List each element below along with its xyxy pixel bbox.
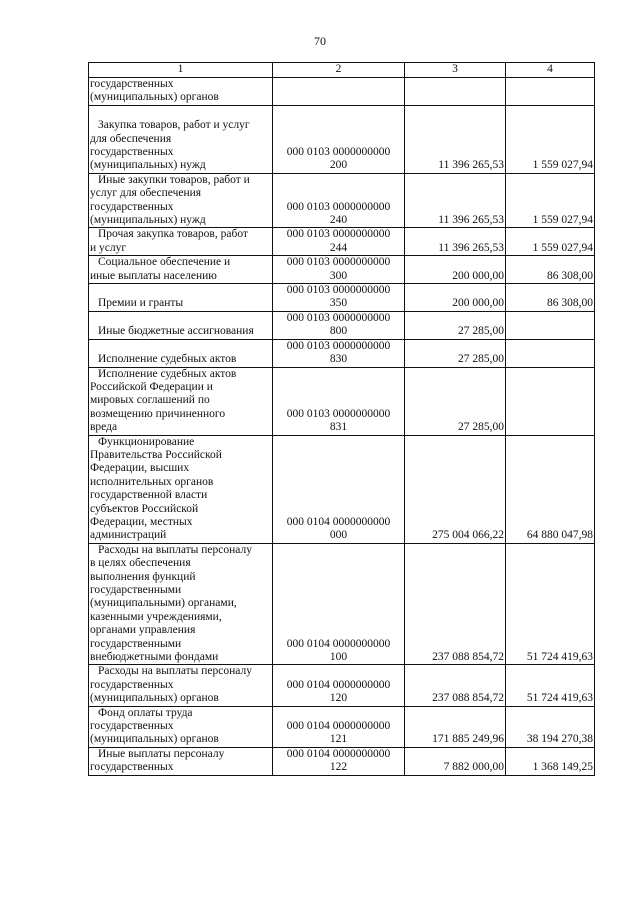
row-code-cell bbox=[273, 435, 405, 543]
row-amount-col4: 1 368 149,25 bbox=[506, 747, 595, 775]
row-code-line: 800 bbox=[329, 325, 348, 338]
column-header-3: 3 bbox=[405, 63, 506, 78]
row-name-line: государственными bbox=[90, 584, 182, 597]
row-name-line: Фонд оплаты труда bbox=[98, 706, 193, 719]
table-header-row bbox=[89, 63, 595, 78]
row-code-line: 100 bbox=[329, 651, 348, 664]
table-row bbox=[89, 284, 595, 312]
row-amount-col3: 27 285,00 bbox=[405, 339, 506, 367]
row-code-line: 000 0104 0000000000 bbox=[286, 515, 391, 528]
row-name-line: государственных bbox=[90, 78, 174, 90]
row-name-line: выполнения функций bbox=[90, 570, 196, 583]
row-amount-col3 bbox=[405, 78, 506, 106]
row-name-cell bbox=[89, 665, 273, 706]
row-code-cell bbox=[273, 747, 405, 775]
row-amount-col4: 86 308,00 bbox=[506, 284, 595, 312]
row-amount-col4 bbox=[506, 311, 595, 339]
row-code-line: 244 bbox=[329, 241, 348, 254]
budget-table bbox=[88, 62, 595, 776]
row-name-line: органами управления bbox=[90, 624, 196, 637]
row-code-line: 831 bbox=[329, 421, 348, 434]
row-name-cell bbox=[89, 228, 273, 256]
table-row bbox=[89, 706, 595, 747]
row-code-line: 000 0103 0000000000 bbox=[286, 339, 391, 352]
table-row bbox=[89, 747, 595, 775]
row-name-line: (муниципальных) органов bbox=[90, 733, 219, 746]
row-name-line: государственных bbox=[90, 678, 174, 691]
row-code-line: 000 0103 0000000000 bbox=[286, 146, 391, 159]
row-code-line: 000 bbox=[329, 529, 348, 542]
row-name-line: услуг для обеспечения bbox=[90, 187, 202, 200]
row-name-cell bbox=[89, 78, 273, 106]
row-name-line: Премии и гранты bbox=[98, 297, 184, 310]
row-name-line: Иные закупки товаров, работ и bbox=[98, 173, 250, 186]
row-code-cell bbox=[273, 228, 405, 256]
row-amount-col3: 200 000,00 bbox=[405, 284, 506, 312]
row-name-cell bbox=[89, 256, 273, 284]
row-name-line: (муниципальных) органов bbox=[90, 91, 219, 104]
row-amount-col3: 11 396 265,53 bbox=[405, 173, 506, 228]
row-code-line: 122 bbox=[329, 761, 348, 774]
row-code-line: 000 0103 0000000000 bbox=[286, 284, 391, 297]
row-code-cell bbox=[273, 706, 405, 747]
row-name-line: вреда bbox=[90, 421, 118, 434]
row-code-line: 000 0104 0000000000 bbox=[286, 720, 391, 733]
row-name-cell bbox=[89, 706, 273, 747]
row-amount-col3: 11 396 265,53 bbox=[405, 228, 506, 256]
row-name-cell bbox=[89, 311, 273, 339]
column-header-4: 4 bbox=[506, 63, 595, 78]
row-name-line: Российской Федерации и bbox=[90, 380, 213, 393]
row-code-line: 120 bbox=[329, 692, 348, 705]
row-amount-col3: 11 396 265,53 bbox=[405, 105, 506, 173]
row-code-cell bbox=[273, 367, 405, 435]
page-number: 70 bbox=[314, 34, 326, 48]
row-amount-col3: 171 885 249,96 bbox=[405, 706, 506, 747]
row-name-line: Федерации, высших bbox=[90, 462, 190, 475]
row-code-line: 000 0103 0000000000 bbox=[286, 311, 391, 324]
row-name-line: государственных bbox=[90, 720, 174, 733]
row-name-cell bbox=[89, 747, 273, 775]
row-code-line: 240 bbox=[329, 214, 348, 227]
row-name-cell bbox=[89, 105, 273, 173]
row-name-line: Прочая закупка товаров, работ bbox=[98, 228, 248, 241]
row-code-cell bbox=[273, 665, 405, 706]
row-name-line: государственных bbox=[90, 146, 174, 159]
row-code-cell bbox=[273, 78, 405, 106]
row-code-line: 830 bbox=[329, 353, 348, 366]
row-code-line: 000 0104 0000000000 bbox=[286, 747, 391, 760]
row-code-line: 000 0103 0000000000 bbox=[286, 228, 391, 241]
row-name-line: администраций bbox=[90, 529, 167, 542]
row-code-cell bbox=[273, 543, 405, 665]
row-amount-col4 bbox=[506, 339, 595, 367]
row-name-line: в целях обеспечения bbox=[90, 557, 191, 570]
row-amount-col3: 200 000,00 bbox=[405, 256, 506, 284]
row-amount-col3: 275 004 066,22 bbox=[405, 435, 506, 543]
row-name-line: (муниципальных) нужд bbox=[90, 214, 206, 227]
row-name-line: государственными bbox=[90, 637, 182, 650]
table-row bbox=[89, 367, 595, 435]
row-name-cell bbox=[89, 543, 273, 665]
table-row bbox=[89, 665, 595, 706]
row-code-line: 350 bbox=[329, 297, 348, 310]
row-amount-col4: 1 559 027,94 bbox=[506, 105, 595, 173]
row-code-cell bbox=[273, 339, 405, 367]
row-name-line: Расходы на выплаты персоналу bbox=[98, 543, 252, 556]
row-amount-col4: 64 880 047,98 bbox=[506, 435, 595, 543]
row-code-line: 000 0103 0000000000 bbox=[286, 200, 391, 213]
row-code-line: 000 0104 0000000000 bbox=[286, 678, 391, 691]
row-name-line: Федерации, местных bbox=[90, 515, 193, 528]
table-row bbox=[89, 78, 595, 106]
row-amount-col4: 51 724 419,63 bbox=[506, 665, 595, 706]
row-code-line: 200 bbox=[329, 159, 348, 172]
row-code-cell bbox=[273, 105, 405, 173]
row-amount-col4 bbox=[506, 367, 595, 435]
row-name-cell bbox=[89, 435, 273, 543]
row-code-line: 000 0103 0000000000 bbox=[286, 407, 391, 420]
table-row bbox=[89, 435, 595, 543]
row-code-cell bbox=[273, 256, 405, 284]
row-amount-col3: 27 285,00 bbox=[405, 311, 506, 339]
row-amount-col3: 7 882 000,00 bbox=[405, 747, 506, 775]
row-name-line: Функционирование bbox=[98, 435, 195, 448]
row-amount-col3: 27 285,00 bbox=[405, 367, 506, 435]
row-amount-col3: 237 088 854,72 bbox=[405, 665, 506, 706]
row-name-cell bbox=[89, 284, 273, 312]
row-name-line: субъектов Российской bbox=[90, 502, 199, 515]
table-row bbox=[89, 543, 595, 665]
column-header-1: 1 bbox=[89, 63, 273, 78]
row-amount-col4: 38 194 270,38 bbox=[506, 706, 595, 747]
row-name-cell bbox=[89, 173, 273, 228]
row-code-cell bbox=[273, 284, 405, 312]
row-name-line: для обеспечения bbox=[90, 132, 172, 145]
row-name-line: Иные выплаты персоналу bbox=[98, 747, 225, 760]
row-amount-col4: 1 559 027,94 bbox=[506, 228, 595, 256]
row-name-line: Исполнение судебных актов bbox=[98, 367, 237, 380]
row-name-line: (муниципальных) нужд bbox=[90, 159, 206, 172]
row-name-line: Расходы на выплаты персоналу bbox=[98, 665, 252, 678]
row-amount-col4 bbox=[506, 78, 595, 106]
row-code-line: 121 bbox=[329, 733, 348, 746]
table-row bbox=[89, 105, 595, 173]
row-name-line: Иные бюджетные ассигнования bbox=[98, 325, 254, 338]
row-name-line: государственных bbox=[90, 200, 174, 213]
table-row bbox=[89, 311, 595, 339]
row-name-line: возмещению причиненного bbox=[90, 407, 226, 420]
row-amount-col4: 51 724 419,63 bbox=[506, 543, 595, 665]
row-name-line: и услуг bbox=[90, 241, 127, 254]
column-header-2: 2 bbox=[273, 63, 405, 78]
row-name-line: государственных bbox=[90, 761, 174, 774]
row-name-line: Правительства Российской bbox=[90, 448, 222, 461]
row-name-line: внебюджетными фондами bbox=[90, 651, 219, 664]
row-name-line: государственной власти bbox=[90, 489, 208, 502]
row-name-line: мировых соглашений по bbox=[90, 394, 210, 407]
row-amount-col4: 1 559 027,94 bbox=[506, 173, 595, 228]
row-name-line: казенными учреждениями, bbox=[90, 610, 222, 623]
row-name-line: Исполнение судебных актов bbox=[98, 353, 237, 366]
row-amount-col4: 86 308,00 bbox=[506, 256, 595, 284]
row-amount-col3: 237 088 854,72 bbox=[405, 543, 506, 665]
table-row bbox=[89, 339, 595, 367]
row-name-line: иные выплаты населению bbox=[90, 269, 217, 282]
row-code-line: 000 0103 0000000000 bbox=[286, 256, 391, 269]
row-code-cell bbox=[273, 311, 405, 339]
table-row bbox=[89, 256, 595, 284]
budget-table-body bbox=[89, 63, 595, 776]
row-code-cell bbox=[273, 173, 405, 228]
row-name-line: Социальное обеспечение и bbox=[98, 256, 231, 269]
row-name-cell bbox=[89, 367, 273, 435]
row-name-line: (муниципальных) органов bbox=[90, 692, 219, 705]
row-code-line: 000 0104 0000000000 bbox=[286, 637, 391, 650]
row-name-line: Закупка товаров, работ и услуг bbox=[98, 119, 250, 132]
table-row bbox=[89, 228, 595, 256]
row-name-line: (муниципальными) органами, bbox=[90, 597, 237, 610]
row-name-line: исполнительных органов bbox=[90, 475, 214, 488]
row-name-cell bbox=[89, 339, 273, 367]
table-row bbox=[89, 173, 595, 228]
row-code-line: 300 bbox=[329, 269, 348, 282]
